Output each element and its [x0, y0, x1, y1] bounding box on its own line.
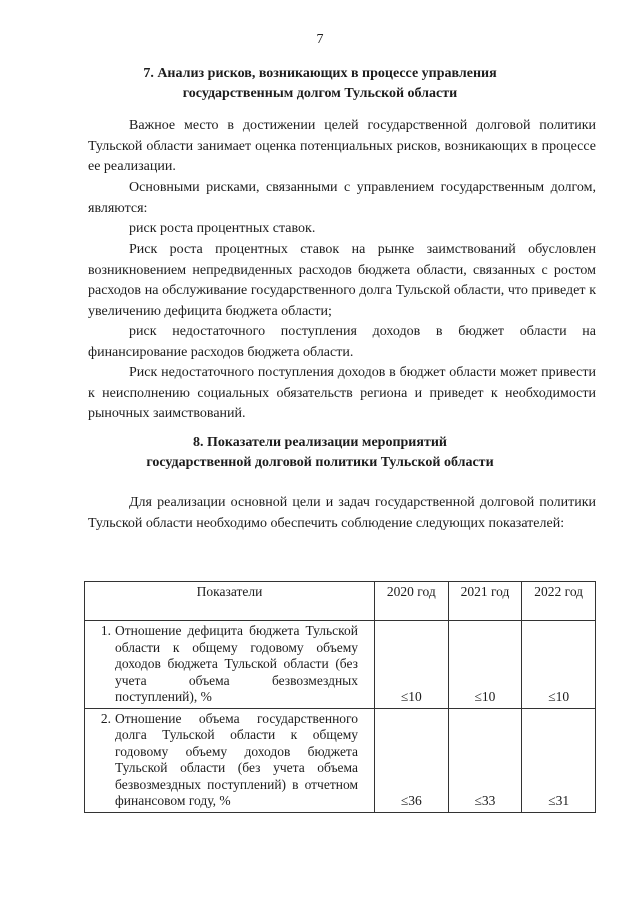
section-7-paragraph: риск роста процентных ставок.	[129, 221, 316, 236]
header-2020: 2020 год	[375, 582, 449, 621]
table-header-row	[85, 582, 596, 621]
section-7-title-line1: 7. Анализ рисков, возникающих в процессе управления	[143, 66, 497, 81]
section-7-paragraph: Риск роста процентных ставок на рынке заимствований обусловлен возникновением непредвиденных расходов бюджета области, связанных с ростом расходов на обслуживание государственного долга Тульской области, что приведет к увеличению дефицита бюджета области;	[88, 242, 596, 319]
value-2021: ≤33	[448, 708, 522, 812]
page-number: 7	[316, 32, 324, 47]
header-2022: 2022 год	[522, 582, 596, 621]
indicator-text: Отношение объема государственного долга Тульской области к общему годовому объему доходов бюджета Тульской области (без учета объема безвозмездных поступлений) в отчетном финансовом году, %	[115, 710, 358, 808]
section-7-paragraph: риск недостаточного поступления доходов в бюджет области на финансирование расходов бюджета области.	[88, 324, 596, 360]
section-7-heading	[0, 64, 640, 104]
value-2020: ≤10	[375, 621, 449, 709]
value-2021: ≤10	[448, 621, 522, 709]
section-7-title-line2: государственным долгом Тульской области	[182, 86, 458, 101]
table-row	[85, 708, 596, 812]
indicator-cell	[85, 621, 375, 709]
section-8-title-line1: 8. Показатели реализации мероприятий	[193, 435, 447, 450]
row-number: 2.	[100, 710, 111, 726]
indicator-cell	[85, 708, 375, 812]
indicators-table	[84, 581, 596, 813]
section-7-paragraph: Риск недостаточного поступления доходов в бюджет области может привести к неисполнению социальных обязательств региона и приведет к необходимости рыночных заимствований.	[88, 365, 596, 421]
section-8-title-line2: государственной долговой политики Тульской области	[146, 455, 494, 470]
table-row	[85, 621, 596, 709]
value-2022: ≤10	[522, 621, 596, 709]
section-7-paragraph: Важное место в достижении целей государственной долговой политики Тульской области занимает оценка потенциальных рисков, возникающих в процессе ее реализации.	[88, 118, 596, 174]
value-2022: ≤31	[522, 708, 596, 812]
header-2021: 2021 год	[448, 582, 522, 621]
section-8-heading	[0, 433, 640, 473]
value-2020: ≤36	[375, 708, 449, 812]
indicator-text: Отношение дефицита бюджета Тульской области к общему годовому объему доходов бюджета Тульской области (без учета объема безвозмездных поступлений), %	[115, 623, 358, 704]
section-7-paragraph: Основными рисками, связанными с управлением государственным долгом, являются:	[88, 180, 596, 216]
row-number: 1.	[100, 623, 111, 638]
section-8-intro: Для реализации основной цели и задач государственной долговой политики Тульской области необходимо обеспечить соблюдение следующих показателей:	[88, 495, 596, 531]
header-indicator: Показатели	[85, 582, 375, 621]
